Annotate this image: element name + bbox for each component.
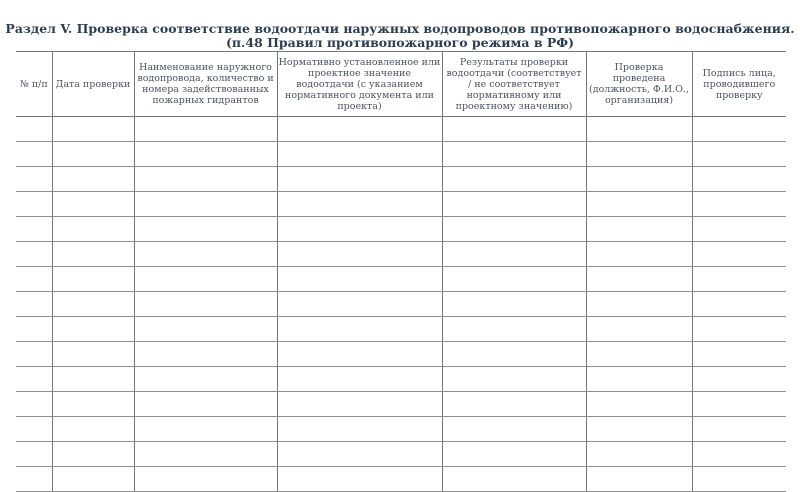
cell-inspector[interactable] [586, 317, 692, 342]
section-title [0, 22, 800, 50]
cell-number[interactable] [16, 242, 52, 267]
table-header [16, 52, 786, 117]
cell-number[interactable] [16, 392, 52, 417]
table-body [16, 117, 786, 492]
table-row [16, 192, 786, 217]
table-row [16, 292, 786, 317]
cell-inspector[interactable] [586, 392, 692, 417]
cell-signature[interactable] [692, 117, 786, 142]
table-row [16, 117, 786, 142]
cell-signature[interactable] [692, 217, 786, 242]
table-row [16, 367, 786, 392]
cell-number[interactable] [16, 417, 52, 442]
cell-date[interactable] [52, 117, 134, 142]
table-row [16, 442, 786, 467]
cell-check-results[interactable] [442, 267, 586, 292]
cell-water-supply-name[interactable] [134, 142, 277, 167]
cell-inspector[interactable] [586, 267, 692, 292]
cell-date[interactable] [52, 317, 134, 342]
cell-normative-value[interactable] [277, 442, 442, 467]
table-row [16, 217, 786, 242]
cell-inspector[interactable] [586, 192, 692, 217]
cell-normative-value[interactable] [277, 117, 442, 142]
section-title-line-1: Раздел V. Проверка соответствие водоотдачи наружных водопроводов противопожарного водоснабжения. [5, 21, 795, 36]
cell-signature[interactable] [692, 242, 786, 267]
cell-number[interactable] [16, 292, 52, 317]
cell-signature[interactable] [692, 292, 786, 317]
table-row [16, 167, 786, 192]
cell-date[interactable] [52, 467, 134, 492]
cell-date[interactable] [52, 267, 134, 292]
cell-inspector[interactable] [586, 292, 692, 317]
cell-check-results[interactable] [442, 367, 586, 392]
cell-signature[interactable] [692, 442, 786, 467]
cell-number[interactable] [16, 192, 52, 217]
cell-check-results[interactable] [442, 317, 586, 342]
cell-inspector[interactable] [586, 142, 692, 167]
cell-number[interactable] [16, 217, 52, 242]
cell-water-supply-name[interactable] [134, 417, 277, 442]
column-header-signature: Подпись лица, проводившего проверку [692, 52, 786, 117]
cell-date[interactable] [52, 192, 134, 217]
cell-inspector[interactable] [586, 242, 692, 267]
cell-normative-value[interactable] [277, 367, 442, 392]
cell-signature[interactable] [692, 192, 786, 217]
cell-date[interactable] [52, 367, 134, 392]
column-header-number: № п/п [16, 52, 52, 117]
cell-check-results[interactable] [442, 142, 586, 167]
cell-inspector[interactable] [586, 442, 692, 467]
cell-check-results[interactable] [442, 242, 586, 267]
cell-normative-value[interactable] [277, 242, 442, 267]
table-row [16, 267, 786, 292]
cell-signature[interactable] [692, 342, 786, 367]
cell-water-supply-name[interactable] [134, 442, 277, 467]
cell-signature[interactable] [692, 317, 786, 342]
cell-water-supply-name[interactable] [134, 242, 277, 267]
cell-water-supply-name[interactable] [134, 267, 277, 292]
cell-normative-value[interactable] [277, 317, 442, 342]
cell-signature[interactable] [692, 167, 786, 192]
cell-inspector[interactable] [586, 367, 692, 392]
cell-water-supply-name[interactable] [134, 317, 277, 342]
table-row [16, 317, 786, 342]
cell-date[interactable] [52, 392, 134, 417]
cell-water-supply-name[interactable] [134, 467, 277, 492]
cell-check-results[interactable] [442, 417, 586, 442]
cell-water-supply-name[interactable] [134, 342, 277, 367]
cell-date[interactable] [52, 217, 134, 242]
table-row [16, 467, 786, 492]
cell-number[interactable] [16, 117, 52, 142]
cell-water-supply-name[interactable] [134, 117, 277, 142]
cell-date[interactable] [52, 417, 134, 442]
cell-inspector[interactable] [586, 217, 692, 242]
cell-number[interactable] [16, 267, 52, 292]
cell-normative-value[interactable] [277, 192, 442, 217]
table-row [16, 142, 786, 167]
cell-check-results[interactable] [442, 467, 586, 492]
cell-signature[interactable] [692, 417, 786, 442]
cell-date[interactable] [52, 292, 134, 317]
cell-check-results[interactable] [442, 192, 586, 217]
cell-check-results[interactable] [442, 117, 586, 142]
cell-inspector[interactable] [586, 167, 692, 192]
cell-signature[interactable] [692, 142, 786, 167]
cell-water-supply-name[interactable] [134, 167, 277, 192]
cell-normative-value[interactable] [277, 142, 442, 167]
column-header-inspector: Проверка проведена (должность, Ф.И.О., организация) [586, 52, 692, 117]
cell-number[interactable] [16, 467, 52, 492]
table-row [16, 242, 786, 267]
cell-signature[interactable] [692, 392, 786, 417]
cell-date[interactable] [52, 442, 134, 467]
cell-check-results[interactable] [442, 442, 586, 467]
cell-water-supply-name[interactable] [134, 367, 277, 392]
cell-number[interactable] [16, 342, 52, 367]
cell-date[interactable] [52, 167, 134, 192]
column-header-check-results: Результаты проверки водоотдачи (соответствует / не соответствует нормативному или проектному значению) [442, 52, 586, 117]
cell-number[interactable] [16, 367, 52, 392]
column-header-normative-value: Нормативно установленное или проектное значение водоотдачи (с указанием нормативного документа или проекта) [277, 52, 442, 117]
cell-normative-value[interactable] [277, 417, 442, 442]
cell-inspector[interactable] [586, 467, 692, 492]
cell-water-supply-name[interactable] [134, 192, 277, 217]
cell-check-results[interactable] [442, 217, 586, 242]
cell-signature[interactable] [692, 367, 786, 392]
cell-date[interactable] [52, 242, 134, 267]
cell-normative-value[interactable] [277, 342, 442, 367]
column-header-water-supply-name: Наименование наружного водопровода, количество и номера задействованных пожарных гидрантов [134, 52, 277, 117]
cell-water-supply-name[interactable] [134, 292, 277, 317]
cell-normative-value[interactable] [277, 167, 442, 192]
cell-normative-value[interactable] [277, 392, 442, 417]
header-row [16, 52, 786, 117]
table-row [16, 342, 786, 367]
cell-check-results[interactable] [442, 167, 586, 192]
table-row [16, 392, 786, 417]
cell-check-results[interactable] [442, 342, 586, 367]
cell-number[interactable] [16, 142, 52, 167]
cell-number[interactable] [16, 442, 52, 467]
cell-signature[interactable] [692, 467, 786, 492]
cell-normative-value[interactable] [277, 467, 442, 492]
cell-normative-value[interactable] [277, 267, 442, 292]
cell-normative-value[interactable] [277, 292, 442, 317]
table-row [16, 417, 786, 442]
cell-signature[interactable] [692, 267, 786, 292]
cell-normative-value[interactable] [277, 217, 442, 242]
cell-water-supply-name[interactable] [134, 217, 277, 242]
cell-number[interactable] [16, 167, 52, 192]
column-header-date: Дата проверки [52, 52, 134, 117]
cell-check-results[interactable] [442, 392, 586, 417]
cell-date[interactable] [52, 342, 134, 367]
cell-number[interactable] [16, 317, 52, 342]
cell-date[interactable] [52, 142, 134, 167]
cell-inspector[interactable] [586, 117, 692, 142]
cell-check-results[interactable] [442, 292, 586, 317]
cell-inspector[interactable] [586, 417, 692, 442]
cell-water-supply-name[interactable] [134, 392, 277, 417]
inspection-log-table [16, 51, 786, 492]
cell-inspector[interactable] [586, 342, 692, 367]
section-title-line-2: (п.48 Правил противопожарного режима в РФ) [225, 35, 575, 50]
